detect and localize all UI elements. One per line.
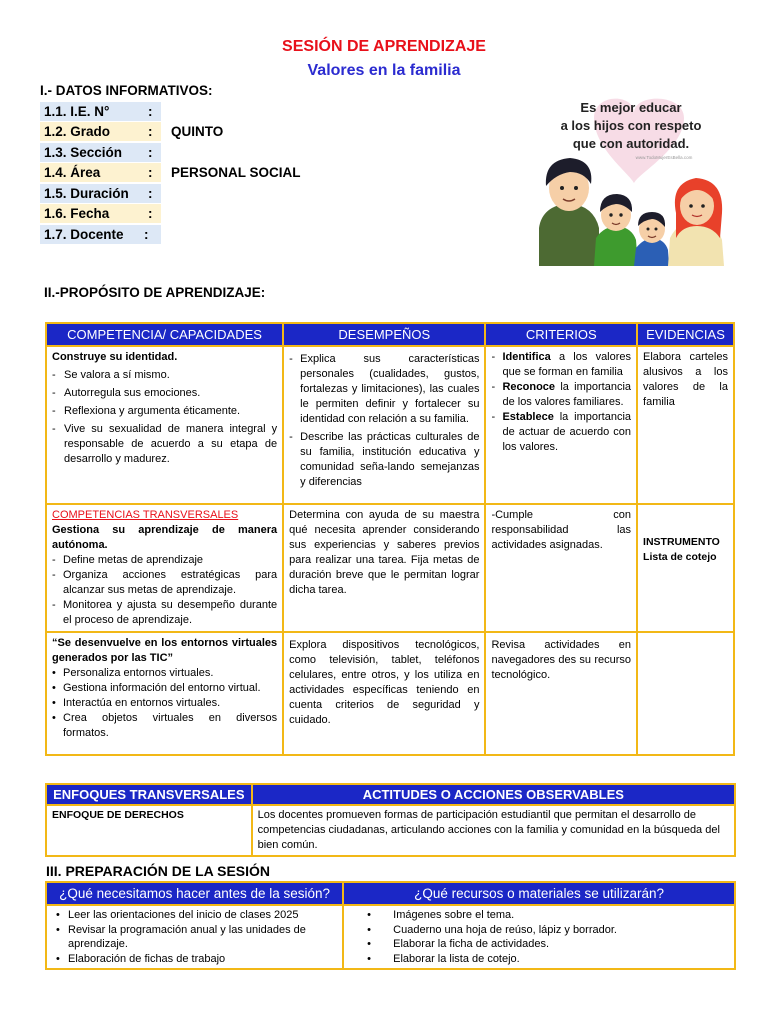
desempeno-text: Determina con ayuda de su maestra qué necesita aprender considerando sus experiencias y saberes previos para realizar una tarea. Fija metas de duración breve que le permitan lograr dicha tarea.: [289, 509, 480, 596]
datos-label: 1.3. Sección: [44, 144, 123, 160]
header-actitudes: ACTITUDES O ACCIONES OBSERVABLES: [252, 784, 735, 805]
antes-list: [52, 908, 337, 966]
datos-row-fecha: [40, 204, 301, 225]
capacidades-list: [52, 666, 277, 741]
criterio-text: la importancia de los valores familiares.: [502, 381, 632, 408]
datos-colon: :: [148, 206, 153, 222]
list-item: - Se valora a sí mismo.: [52, 368, 277, 383]
section-datos-heading: I.- DATOS INFORMATIVOS:: [40, 83, 213, 98]
datos-row-docente: [40, 224, 301, 245]
poster-line3: que con autoridad.: [572, 136, 690, 151]
poster-website: www.TodoMujerEsBella.com: [635, 155, 693, 160]
desempenos-list: [289, 352, 479, 490]
criterios-list: [491, 350, 631, 455]
list-item: • Elaborar la ficha de actividades.: [349, 937, 729, 952]
enfoque-accion: Los docentes promueven formas de participación estudiantil que permitan el desarrollo de competencias ciudadanas, articulando acciones con la familia y comunidad en la búsqueda del bien común.: [252, 805, 735, 856]
session-subtitle: Valores en la familia: [307, 62, 461, 79]
evidencia-cell: [637, 632, 734, 755]
poster-line1: Es mejor educar: [580, 100, 682, 115]
list-item: - Define metas de aprendizaje: [52, 553, 277, 568]
header-antes: ¿Qué necesitamos hacer antes de la sesión?: [46, 882, 343, 905]
competencia-title: “Se desenvuelve en los entornos virtuales generados por las TIC”: [52, 637, 278, 664]
proposito-row-tic: [46, 632, 734, 755]
enfoque-name: ENFOQUE DE DERECHOS: [46, 805, 252, 856]
desempenos-cell: [283, 346, 485, 504]
session-title: SESIÓN DE APRENDIZAJE: [282, 38, 486, 55]
datos-row-area: [40, 163, 301, 184]
datos-value: PERSONAL SOCIAL: [171, 165, 301, 181]
datos-colon: :: [148, 185, 153, 201]
datos-row-grado: [40, 122, 301, 143]
capacidades-list: [52, 368, 277, 467]
criterio-verb: Reconoce: [502, 381, 556, 393]
list-item: - Reflexiona y argumenta éticamente.: [52, 404, 277, 419]
list-item: - Describe las prácticas culturales de su familia, institución educativa y comunidad seña-lando semejanzas y diferencias: [289, 430, 479, 490]
desempenos-cell: [283, 632, 485, 755]
list-item: • Imágenes sobre el tema.: [349, 908, 729, 923]
datos-label: 1.2. Grado: [44, 124, 111, 140]
list-item: - Explica sus características personales (cualidades, gustos, fortalezas y limitaciones), las cuales le permiten definir y fortalecer su identidad con relación a su familia.: [289, 352, 479, 427]
header-desempenos: DESEMPEÑOS: [283, 323, 485, 346]
list-item: • Interactúa en entornos virtuales.: [52, 696, 277, 711]
header-recursos: ¿Qué recursos o materiales se utilizarán?: [343, 882, 735, 905]
datos-colon: :: [144, 226, 149, 242]
evidencia-text: Elabora carteles alusivos a los valores de la familia: [643, 351, 728, 408]
header-enfoques: ENFOQUES TRANSVERSALES: [46, 784, 252, 805]
criterio-text: -Cumple con responsabilidad las actividades asignadas.: [491, 509, 632, 551]
datos-colon: :: [148, 124, 153, 140]
section-preparacion-heading: III. PREPARACIÓN DE LA SESIÓN: [46, 863, 271, 879]
datos-label: 1.6. Fecha: [44, 206, 110, 222]
proposito-row-identidad: [46, 346, 734, 504]
desempeno-text: Explora dispositivos tecnológicos, como televisión, tablet, teléfonos celulares, entre otros, y los utiliza en actividades específicas teniendo en cuenta criterios de seguridad y cuidado.: [289, 639, 480, 726]
list-item: - Organiza acciones estratégicas para alcanzar sus metas de aprendizaje.: [52, 568, 277, 598]
criterio-text: la importancia de actuar de acuerdo con los valores.: [502, 411, 632, 453]
header-competencia: COMPETENCIA/ CAPACIDADES: [46, 323, 283, 346]
instrumento-value: Lista de cotejo: [643, 551, 717, 563]
list-item: • Leer las orientaciones del inicio de clases 2025: [52, 908, 337, 923]
list-item: • Elaboración de fichas de trabajo: [52, 952, 337, 967]
list-item: [491, 350, 631, 380]
criterio-text: a los valores que se forman en familia: [502, 351, 632, 378]
proposito-row-transversal: [46, 504, 734, 632]
datos-colon: :: [148, 144, 153, 160]
datos-label: 1.4. Área: [44, 165, 101, 181]
competencia-cell: [46, 504, 283, 632]
header-criterios: CRITERIOS: [485, 323, 637, 346]
desempenos-cell: [283, 504, 485, 632]
preparacion-header-row: [46, 882, 735, 905]
datos-colon: :: [148, 165, 153, 181]
competencia-cell: [46, 346, 283, 504]
evidencia-cell: [637, 346, 734, 504]
criterios-cell: [485, 346, 637, 504]
list-item: • Elaborar la lista de cotejo.: [349, 952, 729, 967]
proposito-table: [45, 322, 735, 756]
list-item: - Autorregula sus emociones.: [52, 386, 277, 401]
list-item: • Cuaderno una hoja de reúso, lápiz y borrador.: [349, 923, 729, 938]
datos-label: 1.1. I.E. N°: [44, 103, 110, 119]
father-figure: [539, 158, 599, 266]
datos-row-seccion: [40, 142, 301, 163]
datos-row-duracion: [40, 183, 301, 204]
list-item: • Revisar la programación anual y las unidades de aprendizaje.: [52, 923, 337, 952]
datos-label: 1.5. Duración: [44, 185, 129, 201]
antes-cell: [46, 905, 343, 969]
list-item: • Gestiona información del entorno virtual.: [52, 681, 277, 696]
recursos-cell: [343, 905, 735, 969]
datos-label: 1.7. Docente: [44, 226, 124, 242]
instrumento-label: INSTRUMENTO: [643, 536, 720, 548]
list-item: - Monitorea y ajusta su desempeño durante el proceso de aprendizaje.: [52, 598, 277, 628]
competencia-title: Gestiona su aprendizaje de manera autónoma.: [52, 524, 278, 551]
datos-value: QUINTO: [171, 124, 224, 140]
competencias-transversales-tag: COMPETENCIAS TRANSVERSALES: [52, 509, 239, 521]
family-poster-illustration: [534, 88, 728, 266]
list-item: - Vive su sexualidad de manera integral y responsable de acuerdo a su etapa de desarrollo y madurez.: [52, 422, 277, 467]
enfoques-header-row: [46, 784, 735, 805]
preparacion-table: [45, 881, 736, 970]
recursos-list: [349, 908, 729, 966]
datos-colon: :: [148, 103, 153, 119]
criterios-cell: [485, 504, 637, 632]
criterio-text: Revisa actividades en navegadores des su recurso tecnológico.: [491, 639, 632, 681]
list-item: [491, 410, 631, 455]
criterio-verb: Identifica: [502, 351, 551, 363]
competencia-title: Construye su identidad.: [52, 351, 178, 363]
datos-informativos: [40, 101, 301, 245]
preparacion-row: [46, 905, 735, 969]
header-evidencias: EVIDENCIAS: [637, 323, 734, 346]
poster-line2: a los hijos con respeto: [560, 118, 702, 133]
list-item: • Personaliza entornos virtuales.: [52, 666, 277, 681]
datos-row-ie: [40, 101, 301, 122]
enfoques-row: [46, 805, 735, 856]
enfoques-table: [45, 783, 736, 857]
competencia-cell: [46, 632, 283, 755]
criterios-cell: [485, 632, 637, 755]
proposito-header-row: [46, 323, 734, 346]
list-item: • Crea objetos virtuales en diversos formatos.: [52, 711, 277, 741]
criterio-verb: Establece: [502, 411, 554, 423]
list-item: [491, 380, 631, 410]
evidencia-cell: [637, 504, 734, 632]
section-proposito-heading: II.-PROPÓSITO DE APRENDIZAJE:: [44, 285, 266, 300]
capacidades-list: [52, 553, 277, 628]
